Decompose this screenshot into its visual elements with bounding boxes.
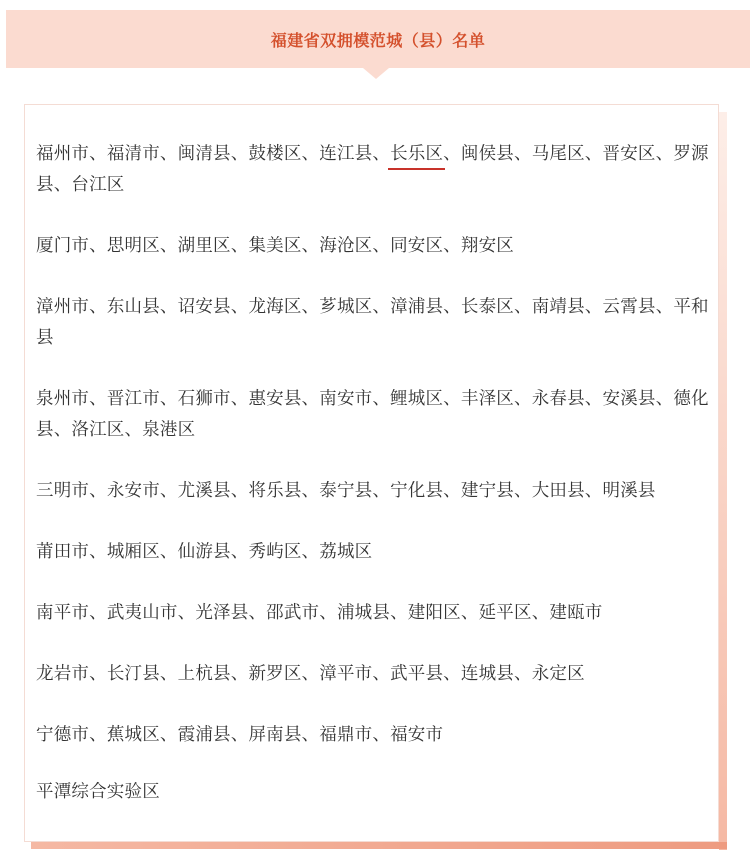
separator: 、 <box>372 481 391 501</box>
separator: 、 <box>443 389 461 409</box>
city-group-fuzhou <box>36 139 716 201</box>
city-name: 芗城区 <box>319 297 373 317</box>
separator: 、 <box>372 664 391 684</box>
city-name: 新罗区 <box>248 664 302 684</box>
city-name: 泉州市 <box>36 389 90 409</box>
separator: 、 <box>372 297 391 317</box>
city-name: 仙游县 <box>177 542 231 562</box>
separator: 、 <box>301 236 320 256</box>
separator: 、 <box>89 144 107 164</box>
separator: 、 <box>230 144 249 164</box>
city-group-sanming <box>36 476 716 507</box>
separator: 、 <box>230 389 249 409</box>
separator: 、 <box>230 725 249 745</box>
city-name: 明溪县 <box>602 481 656 501</box>
city-name: 德化县 <box>36 389 709 440</box>
separator: 、 <box>301 725 320 745</box>
city-name: 建宁县 <box>460 481 514 501</box>
separator: 、 <box>159 389 178 409</box>
city-name: 光泽县 <box>195 603 249 623</box>
separator: 、 <box>513 144 532 164</box>
city-list-card <box>24 104 719 842</box>
city-name: 诏安县 <box>177 297 231 317</box>
separator: 、 <box>89 542 107 562</box>
city-name: 武夷山市 <box>106 603 178 623</box>
city-name: 洛江区 <box>71 420 125 440</box>
city-group-ningde <box>36 720 716 751</box>
city-name: 鲤城区 <box>390 389 444 409</box>
separator: 、 <box>89 664 107 684</box>
separator: 、 <box>301 481 320 501</box>
city-group-pingtan <box>36 777 716 808</box>
city-name: 集美区 <box>248 236 302 256</box>
city-name: 荔城区 <box>319 542 373 562</box>
city-name: 福鼎市 <box>319 725 373 745</box>
city-group-xiamen <box>36 231 716 262</box>
header-banner <box>6 10 750 68</box>
separator: 、 <box>89 297 107 317</box>
city-name: 台江区 <box>71 175 125 195</box>
separator: 、 <box>443 664 461 684</box>
separator: 、 <box>372 144 391 164</box>
city-name: 厦门市 <box>36 236 90 256</box>
separator: 、 <box>89 389 107 409</box>
separator: 、 <box>159 297 178 317</box>
separator: 、 <box>301 144 320 164</box>
separator: 、 <box>372 389 391 409</box>
separator: 、 <box>159 144 178 164</box>
separator: 、 <box>301 664 320 684</box>
page-title: 福建省双拥模范城（县）名单 <box>270 30 486 50</box>
city-name: 永定区 <box>531 664 585 684</box>
separator: 、 <box>124 420 143 440</box>
city-name: 云霄县 <box>602 297 656 317</box>
city-name: 蕉城区 <box>106 725 160 745</box>
city-name: 建阳区 <box>407 603 461 623</box>
separator: 、 <box>89 603 107 623</box>
city-name: 南安市 <box>319 389 373 409</box>
city-name: 闽清县 <box>177 144 231 164</box>
city-name: 霞浦县 <box>177 725 231 745</box>
separator: 、 <box>584 389 603 409</box>
separator: 、 <box>372 236 391 256</box>
city-name: 邵武市 <box>266 603 320 623</box>
separator: 、 <box>319 603 337 623</box>
separator: 、 <box>513 664 532 684</box>
separator: 、 <box>230 481 249 501</box>
separator: 、 <box>443 236 461 256</box>
city-name: 尤溪县 <box>177 481 231 501</box>
separator: 、 <box>159 725 178 745</box>
city-name: 平潭综合实验区 <box>36 782 160 802</box>
header-pointer <box>363 68 389 79</box>
city-name: 永安市 <box>106 481 160 501</box>
separator: 、 <box>89 725 107 745</box>
city-name: 将乐县 <box>248 481 302 501</box>
separator: 、 <box>53 420 72 440</box>
separator: 、 <box>230 297 249 317</box>
city-name: 龙岩市 <box>36 664 90 684</box>
separator: 、 <box>513 297 532 317</box>
city-name: 武平县 <box>390 664 444 684</box>
card-shadow-bottom <box>31 842 727 849</box>
city-name: 三明市 <box>36 481 90 501</box>
city-name: 海沧区 <box>319 236 373 256</box>
separator: 、 <box>248 603 267 623</box>
city-name: 马尾区 <box>531 144 585 164</box>
separator: 、 <box>372 725 391 745</box>
city-name-highlighted: 长乐区 <box>390 139 443 170</box>
separator: 、 <box>230 664 249 684</box>
separator: 、 <box>301 542 320 562</box>
separator: 、 <box>301 389 320 409</box>
city-name: 福州市 <box>36 144 90 164</box>
city-name: 平和县 <box>36 297 709 348</box>
separator: 、 <box>443 297 461 317</box>
city-name: 延平区 <box>478 603 532 623</box>
city-name: 莆田市 <box>36 542 90 562</box>
separator: 、 <box>513 481 532 501</box>
city-name: 晋江市 <box>106 389 160 409</box>
city-name: 屏南县 <box>248 725 302 745</box>
separator: 、 <box>301 297 320 317</box>
city-name: 漳平市 <box>319 664 373 684</box>
separator: 、 <box>460 603 479 623</box>
city-name: 东山县 <box>106 297 160 317</box>
city-name: 宁化县 <box>390 481 444 501</box>
city-name: 秀屿区 <box>248 542 302 562</box>
city-group-zhangzhou <box>36 292 716 354</box>
separator: 、 <box>655 389 674 409</box>
city-name: 福安市 <box>390 725 444 745</box>
city-name: 南靖县 <box>531 297 585 317</box>
city-name: 泉港区 <box>142 420 196 440</box>
separator: 、 <box>513 389 532 409</box>
separator: 、 <box>584 144 603 164</box>
city-group-longyan <box>36 659 716 690</box>
city-name: 建瓯市 <box>549 603 603 623</box>
city-name: 南平市 <box>36 603 90 623</box>
city-name: 福清市 <box>106 144 160 164</box>
separator: 、 <box>584 481 603 501</box>
city-name: 上杭县 <box>177 664 231 684</box>
separator: 、 <box>655 144 674 164</box>
city-name: 丰泽区 <box>460 389 514 409</box>
separator: 、 <box>584 297 603 317</box>
city-name: 惠安县 <box>248 389 302 409</box>
separator: 、 <box>230 236 249 256</box>
card-shadow-right <box>719 112 727 850</box>
separator: 、 <box>89 236 107 256</box>
city-name: 大田县 <box>531 481 585 501</box>
separator: 、 <box>177 603 196 623</box>
city-name: 泰宁县 <box>319 481 373 501</box>
separator: 、 <box>531 603 550 623</box>
city-group-quanzhou <box>36 384 716 446</box>
separator: 、 <box>159 481 178 501</box>
city-name: 湖里区 <box>177 236 231 256</box>
city-name: 浦城县 <box>336 603 391 623</box>
city-name: 城厢区 <box>106 542 160 562</box>
city-name: 同安区 <box>390 236 444 256</box>
city-name: 晋安区 <box>602 144 656 164</box>
separator: 、 <box>443 481 461 501</box>
city-name: 石狮市 <box>177 389 231 409</box>
city-group-putian <box>36 537 716 568</box>
city-name: 宁德市 <box>36 725 90 745</box>
city-name: 思明区 <box>106 236 160 256</box>
city-name: 漳州市 <box>36 297 90 317</box>
city-name: 罗源县 <box>36 144 709 195</box>
city-name: 安溪县 <box>602 389 656 409</box>
city-name: 永春县 <box>531 389 585 409</box>
separator: 、 <box>230 542 249 562</box>
separator: 、 <box>443 144 461 164</box>
city-name: 闽侯县 <box>460 144 514 164</box>
separator: 、 <box>159 236 178 256</box>
separator: 、 <box>390 603 408 623</box>
city-name: 龙海区 <box>248 297 302 317</box>
separator: 、 <box>89 481 107 501</box>
separator: 、 <box>159 542 178 562</box>
separator: 、 <box>159 664 178 684</box>
city-name: 长泰区 <box>460 297 514 317</box>
city-name: 连城县 <box>460 664 514 684</box>
city-group-nanping <box>36 598 716 629</box>
separator: 、 <box>655 297 674 317</box>
city-name: 鼓楼区 <box>248 144 302 164</box>
city-name: 漳浦县 <box>390 297 444 317</box>
separator: 、 <box>53 175 72 195</box>
city-name: 长汀县 <box>106 664 160 684</box>
city-name: 翔安区 <box>460 236 514 256</box>
city-name: 连江县 <box>319 144 373 164</box>
